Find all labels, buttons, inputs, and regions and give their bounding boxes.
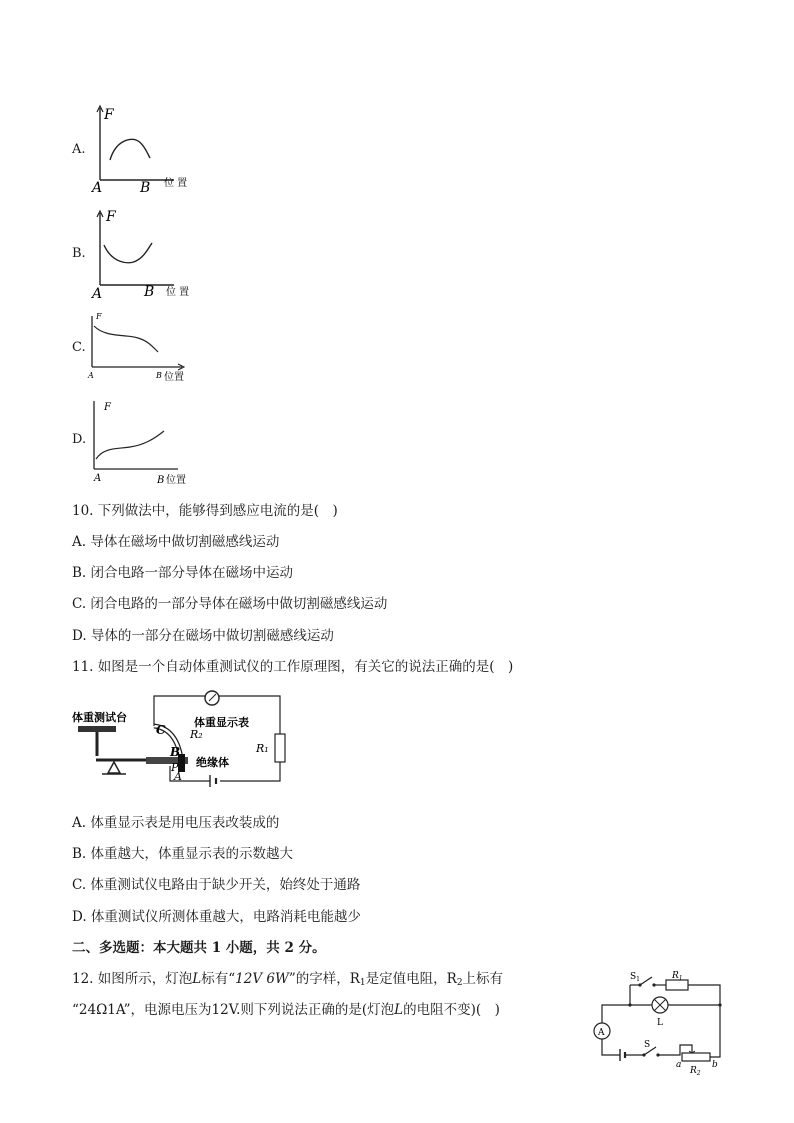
switch-label: S — [644, 1040, 651, 1050]
y-label: F — [96, 312, 102, 321]
option-a: A. 体重显示表是用电压表改装成的 — [72, 815, 280, 831]
option-a: A. 导体在磁场中做切割磁感线运动 — [72, 534, 280, 550]
a-label: A — [88, 371, 94, 380]
option-b: B. 体重越大，体重显示表的示数越大 — [72, 846, 294, 862]
y-label: F — [104, 107, 114, 123]
axis-label: 位 置 — [164, 178, 188, 189]
ammeter-label: A — [598, 1028, 605, 1038]
graph-b — [88, 205, 203, 301]
option-c: C. 闭合电路的一部分导体在磁场中做切割磁感线运动 — [72, 596, 388, 612]
b-label: B — [157, 475, 165, 486]
r1-label: R₁ — [256, 742, 269, 755]
lamp-label: L — [657, 1018, 663, 1028]
weight-scale-diagram — [70, 686, 290, 788]
question-stem-line-2: “24Ω1A”，电源电压为12V.则下列说法正确的是(灯泡L的电阻不变)( ) — [72, 1002, 500, 1018]
s1-label: $S_1$ — [630, 972, 640, 983]
b-label: B — [170, 745, 181, 759]
circuit-diagram — [588, 965, 734, 1077]
b-label: B — [140, 180, 151, 196]
r2-label: $R_2$ — [690, 1066, 701, 1077]
section-heading: 二、多选题：本大题共 1 小题，共 2 分。 — [72, 940, 326, 956]
graph-c — [86, 310, 196, 386]
option-d: D. 导体的一部分在磁场中做切割磁感线运动 — [72, 628, 334, 644]
r2-label: R₂ — [190, 728, 203, 741]
a-label: A — [92, 286, 103, 301]
option-b: B. 闭合电路一部分导体在磁场中运动 — [72, 565, 294, 581]
a-label: A — [174, 770, 182, 783]
p-label: P — [171, 761, 179, 774]
b-label: B — [156, 371, 162, 380]
option-letter: A. — [72, 142, 86, 157]
b-label: b — [712, 1060, 718, 1070]
c-label: C — [156, 723, 166, 737]
option-letter: B. — [72, 246, 86, 261]
graph-a — [88, 100, 198, 196]
axis-label: 位置 — [164, 372, 184, 383]
axis-label: 位置 — [166, 475, 186, 486]
option-d: D. 体重测试仪所测体重越大，电路消耗电能越少 — [72, 909, 361, 925]
meter-label: 体重显示表 — [194, 716, 249, 729]
platform-label: 体重测试台 — [72, 711, 127, 724]
graph-d — [88, 393, 194, 489]
question-stem-line-1: 12. 如图所示，灯泡L标有“12V 6W”的字样，$R_1$是定值电阻，$R_2$上标有 — [72, 971, 504, 988]
question-stem: 10. 下列做法中，能够得到感应电流的是( ) — [72, 503, 338, 519]
a-label: A — [92, 180, 103, 196]
a-label: A — [94, 473, 102, 484]
question-stem: 11. 如图是一个自动体重测试仪的工作原理图，有关它的说法正确的是( ) — [72, 659, 514, 675]
option-c: C. 体重测试仪电路由于缺少开关，始终处于通路 — [72, 877, 361, 893]
b-label: B — [144, 284, 155, 300]
option-letter: D. — [72, 432, 87, 447]
y-label: F — [106, 209, 116, 225]
r1-label: $R_1$ — [672, 971, 683, 982]
axis-label: 位 置 — [166, 287, 190, 298]
option-letter: C. — [72, 340, 86, 355]
y-label: F — [104, 402, 111, 413]
a-label: a — [676, 1060, 682, 1070]
insulator-label: 绝缘体 — [196, 756, 229, 769]
